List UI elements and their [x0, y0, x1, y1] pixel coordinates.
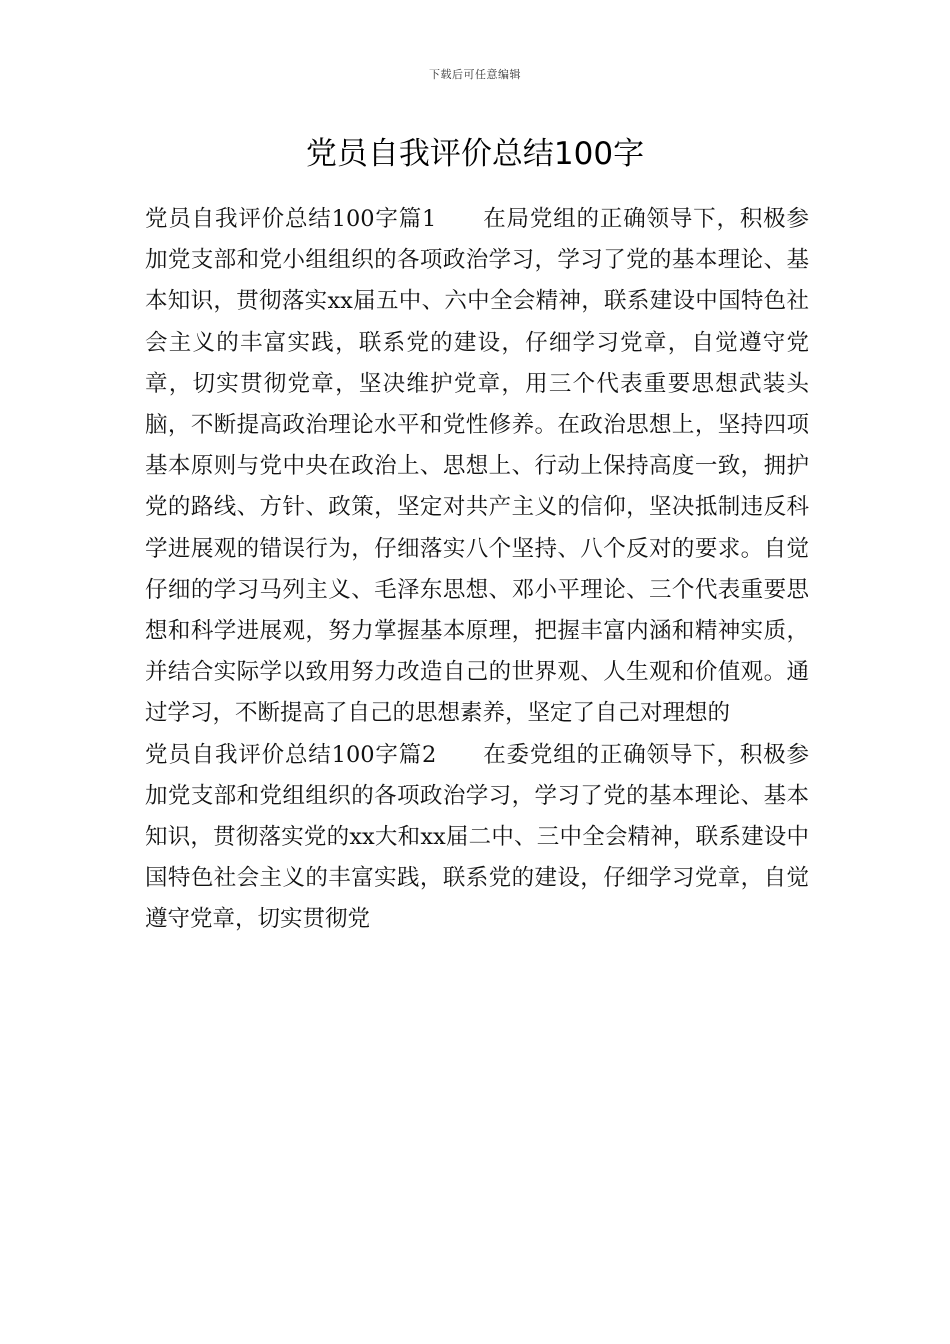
section-1-heading: 党员自我评价总结100字篇1: [145, 206, 437, 232]
section-2: [145, 735, 809, 941]
document-title: 党员自我评价总结100字: [305, 136, 645, 172]
header-note: 下载后可任意编辑: [429, 68, 521, 81]
section-1-text: 在局党组的正确领导下，积极参加党支部和党小组组织的各项政治学习，学习了党的基本理论、基本知识，贯彻落实xx届五中、六中全会精神，联系建设中国特色社会主义的丰富实践，联系党的建设，仔细学习党章，自觉遵守党章，切实贯彻党章，坚决维护党章，用三个代表重要思想武装头脑，不断提高政治理论水平和党性修养。在政治思想上，坚持四项基本原则与党中央在政治上、思想上、行动上保持高度一致，拥护党的路线、方针、政策，坚定对共产主义的信仰，坚决抵制违反科学进展观的错误行为，仔细落实八个坚持、八个反对的要求。自觉仔细的学习马列主义、毛泽东思想、邓小平理论、三个代表重要思想和科学进展观，努力掌握基本原理，把握丰富内涵和精神实质，并结合实际学以致用努力改造自己的世界观、人生观和价值观。通过学习，不断提高了自己的思想素养，坚定了自己对理想的: [145, 206, 809, 727]
section-2-text: 在委党组的正确领导下，积极参加党支部和党组组织的各项政治学习，学习了党的基本理论、基本知识，贯彻落实党的xx大和xx届二中、三中全会精神，联系建设中国特色社会主义的丰富实践，联系党的建设，仔细学习党章，自觉遵守党章，切实贯彻党: [145, 741, 809, 933]
section-1: [145, 199, 809, 735]
document-body: [145, 199, 809, 941]
section-2-heading: 党员自我评价总结100字篇2: [145, 741, 437, 768]
